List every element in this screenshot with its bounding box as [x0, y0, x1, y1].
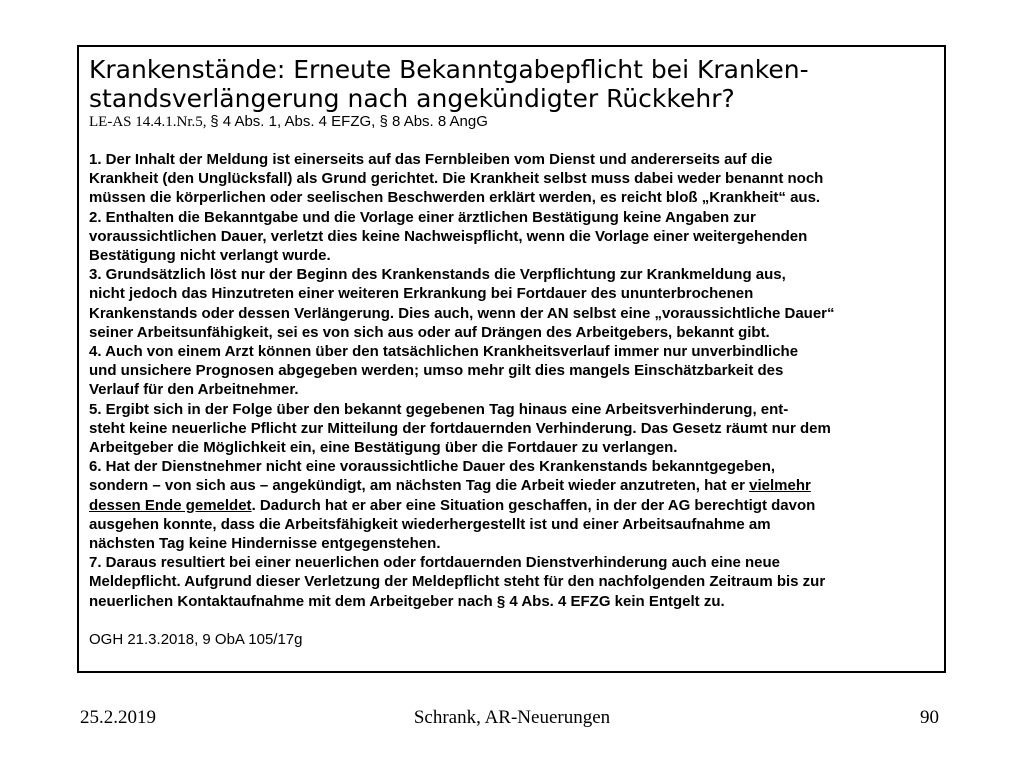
- text-line: müssen die körperlichen oder seelischen Beschwerden erklärt werden, es reicht bloß „Krankheit“ aus.: [89, 189, 821, 207]
- footer-author: Schrank, AR-Neuerungen: [413, 707, 611, 728]
- ruling-text: [89, 150, 934, 611]
- text-line: und unsichere Prognosen abgegeben werden; umso mehr gilt dies mangels Einschätzbarkeit des: [89, 362, 784, 380]
- text-segment: . Dadurch hat er aber eine Situation geschaffen, in der der AG berechtigt davon: [251, 496, 816, 514]
- underlined-text: dessen Ende gemeldet: [89, 496, 252, 514]
- title-line: Krankenstände: Erneute Bekanntgabepflicht bei Kranken-: [89, 55, 809, 84]
- text-line: 6. Hat der Dienstnehmer nicht eine voraussichtliche Dauer des Krankenstands bekanntgegeben,: [89, 458, 776, 476]
- content-box: [77, 45, 946, 673]
- text-line: nächsten Tag keine Hindernisse entgegenstehen.: [89, 535, 441, 553]
- page-number: 90: [920, 707, 939, 728]
- text-line: 1. Der Inhalt der Meldung ist einerseits auf das Fernbleiben vom Dienst und andererseits auf die: [89, 151, 773, 168]
- court-citation: OGH 21.3.2018, 9 ObA 105/17g: [89, 630, 303, 648]
- text-line: Bestätigung nicht verlangt wurde.: [89, 247, 331, 265]
- text-line: nicht jedoch das Hinzutreten einer weiteren Erkrankung bei Fortdauer des ununterbrochenen: [89, 285, 754, 303]
- text-line-with-underline: [89, 476, 934, 495]
- text-line: steht keine neuerliche Pflicht zur Mitteilung der fortdauernden Verhinderung. Das Gesetz räumt nur dem: [89, 419, 831, 437]
- text-line: neuerlichen Kontaktaufnahme mit dem Arbeitgeber nach § 4 Abs. 4 EFZG kein Entgelt zu.: [89, 592, 725, 610]
- text-line: 7. Daraus resultiert bei einer neuerlichen oder fortdauernden Dienstverhinderung auch eine neue: [89, 554, 781, 572]
- underlined-text: vielmehr: [749, 477, 811, 495]
- legal-reference: [89, 113, 934, 131]
- text-line: Verlauf für den Arbeitnehmer.: [89, 381, 299, 399]
- text-line: voraussichtlichen Dauer, verletzt dies keine Nachweispflicht, wenn die Vorlage einer weitergehenden: [89, 227, 808, 245]
- text-line: seiner Arbeitsunfähigkeit, sei es von sich aus oder auf Drängen des Arbeitgebers, bekannt gibt.: [89, 323, 770, 341]
- text-segment: sondern – von sich aus – angekündigt, am nächsten Tag die Arbeit wieder anzutreten, hat er: [89, 477, 750, 495]
- text-line: 4. Auch von einem Arzt können über den tatsächlichen Krankheitsverlauf immer nur unverbindliche: [89, 343, 799, 361]
- text-line: 5. Ergibt sich in der Folge über den bekannt gegebenen Tag hinaus eine Arbeitsverhinderung, ent-: [89, 400, 789, 418]
- text-line: 2. Enthalten die Bekanntgabe und die Vorlage einer ärztlichen Bestätigung keine Angaben zur: [89, 208, 756, 226]
- text-line: Meldepflicht. Aufgrund dieser Verletzung der Meldepflicht steht für den nachfolgenden Zeitraum bis zur: [89, 573, 826, 591]
- title-line: standsverlängerung nach angekündigter Rückkehr?: [89, 84, 735, 113]
- text-line-with-underline: [89, 496, 934, 515]
- text-line: Krankheit (den Unglücksfall) als Grund gerichtet. Die Krankheit selbst muss dabei weder benannt noch: [89, 170, 824, 188]
- legal-reference-paragraphs: § 4 Abs. 1, Abs. 4 EFZG, § 8 Abs. 8 AngG: [210, 113, 488, 130]
- text-line: ausgehen konnte, dass die Arbeitsfähigkeit wiederhergestellt ist und einer Arbeitsaufnahme am: [89, 515, 771, 533]
- footer-date: 25.2.2019: [80, 707, 156, 728]
- text-line: 3. Grundsätzlich löst nur der Beginn des Krankenstands die Verpflichtung zur Krankmeldung aus,: [89, 266, 786, 284]
- text-line: Krankenstands oder dessen Verlängerung. Dies auch, wenn der AN selbst eine „voraussichtliche Dauer“: [89, 304, 835, 322]
- slide-title: [89, 55, 934, 113]
- legal-reference-source: LE-AS 14.4.1.Nr.5,: [89, 114, 207, 130]
- text-line: Arbeitgeber die Möglichkeit ein, eine Bestätigung über die Fortdauer zu verlangen.: [89, 439, 678, 457]
